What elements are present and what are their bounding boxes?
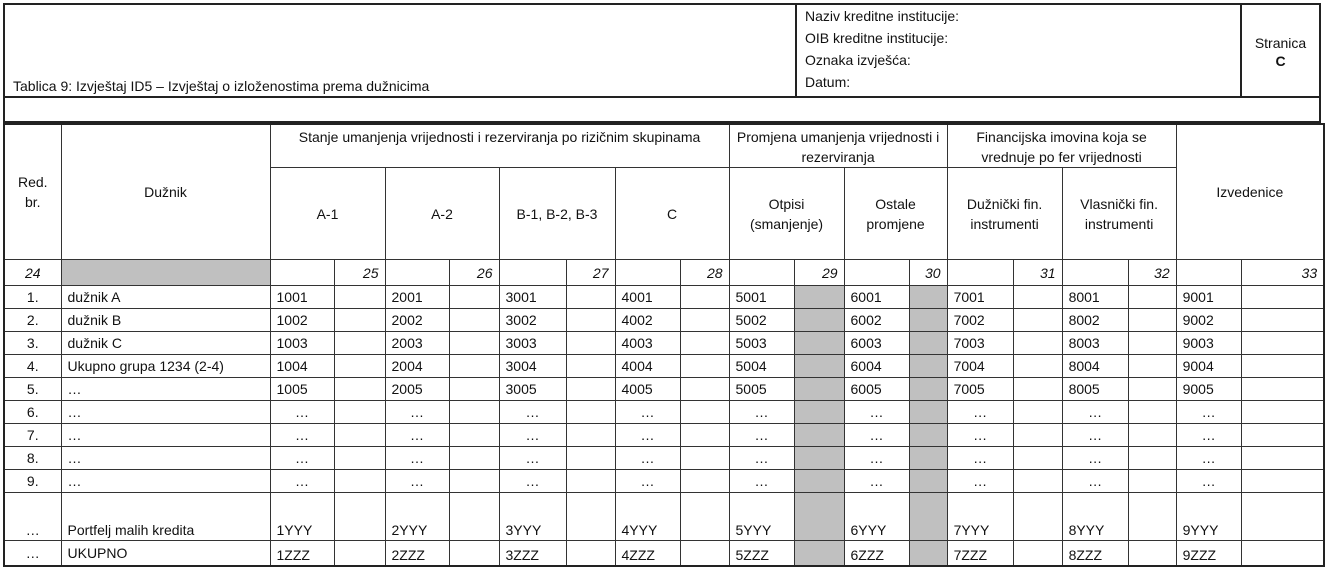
row-number: 6.	[4, 401, 61, 424]
value-cell: …	[844, 424, 909, 447]
blank-cell	[729, 260, 794, 286]
col-number: 27	[566, 260, 615, 286]
input-cell[interactable]	[1013, 541, 1062, 567]
value-cell: …	[1176, 470, 1241, 493]
value-cell: 6003	[844, 332, 909, 355]
exposure-table	[3, 123, 1325, 567]
value-cell: …	[270, 470, 334, 493]
input-cell[interactable]	[1128, 470, 1176, 493]
value-cell: 5YYY	[729, 493, 794, 541]
value-cell: …	[499, 401, 566, 424]
value-cell: 8YYY	[1062, 493, 1128, 541]
col-number: 30	[909, 260, 947, 286]
value-cell: …	[270, 401, 334, 424]
value-cell: 1001	[270, 286, 334, 309]
value-cell: …	[844, 447, 909, 470]
value-cell: …	[270, 424, 334, 447]
value-cell: 9YYY	[1176, 493, 1241, 541]
input-cell[interactable]	[566, 286, 615, 309]
input-cell[interactable]	[680, 447, 729, 470]
input-cell[interactable]	[1241, 447, 1324, 470]
input-cell[interactable]	[1013, 286, 1062, 309]
input-cell[interactable]	[449, 470, 499, 493]
input-cell[interactable]	[680, 541, 729, 567]
input-cell[interactable]	[1241, 470, 1324, 493]
input-cell[interactable]	[1013, 309, 1062, 332]
value-cell: 9004	[1176, 355, 1241, 378]
blank-cell	[1062, 260, 1128, 286]
blank-cell	[1176, 260, 1241, 286]
page-label: Stranica	[1254, 35, 1307, 51]
header-duznicki: Dužnički fin. instrumenti	[947, 168, 1062, 260]
institution-oib-label: OIB kreditne institucije:	[805, 30, 949, 46]
value-cell: 8005	[1062, 378, 1128, 401]
row-number: 1.	[4, 286, 61, 309]
value-cell: 9001	[1176, 286, 1241, 309]
input-cell[interactable]	[1128, 355, 1176, 378]
input-cell[interactable]	[334, 286, 385, 309]
input-cell[interactable]	[1128, 286, 1176, 309]
value-cell: 6005	[844, 378, 909, 401]
value-cell: 8002	[1062, 309, 1128, 332]
value-cell: 3002	[499, 309, 566, 332]
row-number: …	[4, 493, 61, 541]
value-cell: 4YYY	[615, 493, 680, 541]
input-cell[interactable]	[334, 332, 385, 355]
input-cell[interactable]	[909, 355, 947, 378]
input-cell[interactable]	[680, 470, 729, 493]
input-cell[interactable]	[566, 493, 615, 541]
input-cell[interactable]	[1128, 493, 1176, 541]
input-cell[interactable]	[1013, 401, 1062, 424]
input-cell[interactable]	[1128, 424, 1176, 447]
blank-cell	[499, 260, 566, 286]
value-cell: …	[729, 470, 794, 493]
input-cell[interactable]	[1241, 541, 1324, 567]
input-cell[interactable]	[680, 332, 729, 355]
input-cell[interactable]	[680, 424, 729, 447]
value-cell: 1002	[270, 309, 334, 332]
table-row	[4, 493, 1324, 541]
value-cell: 2005	[385, 378, 449, 401]
input-cell[interactable]	[909, 332, 947, 355]
debtor-name: …	[61, 378, 270, 401]
input-cell[interactable]	[566, 401, 615, 424]
value-cell: 1004	[270, 355, 334, 378]
value-cell: 3003	[499, 332, 566, 355]
col-number: 33	[1241, 260, 1324, 286]
input-cell[interactable]	[1013, 332, 1062, 355]
header-izvedenice: Izvedenice	[1176, 124, 1324, 260]
input-cell[interactable]	[794, 493, 844, 541]
input-cell[interactable]	[909, 378, 947, 401]
input-cell[interactable]	[334, 401, 385, 424]
input-cell[interactable]	[334, 447, 385, 470]
input-cell[interactable]	[566, 424, 615, 447]
row-number: 7.	[4, 424, 61, 447]
input-cell[interactable]	[449, 378, 499, 401]
value-cell: 1YYY	[270, 493, 334, 541]
input-cell[interactable]	[1128, 401, 1176, 424]
value-cell: …	[1176, 401, 1241, 424]
debtor-name: …	[61, 470, 270, 493]
input-cell[interactable]	[1013, 493, 1062, 541]
input-cell[interactable]	[566, 541, 615, 567]
input-cell[interactable]	[909, 541, 947, 567]
row-number: 4.	[4, 355, 61, 378]
input-cell[interactable]	[449, 541, 499, 567]
value-cell: …	[1176, 447, 1241, 470]
input-cell[interactable]	[334, 378, 385, 401]
input-cell[interactable]	[1241, 332, 1324, 355]
input-cell[interactable]	[566, 309, 615, 332]
input-cell[interactable]	[334, 470, 385, 493]
input-cell[interactable]	[680, 493, 729, 541]
value-cell: 1005	[270, 378, 334, 401]
input-cell[interactable]	[1241, 378, 1324, 401]
input-cell[interactable]	[794, 332, 844, 355]
value-cell: 2003	[385, 332, 449, 355]
value-cell: …	[499, 447, 566, 470]
value-cell: 9003	[1176, 332, 1241, 355]
value-cell: …	[615, 470, 680, 493]
value-cell: 6004	[844, 355, 909, 378]
row-number: 9.	[4, 470, 61, 493]
input-cell[interactable]	[680, 401, 729, 424]
input-cell[interactable]	[794, 541, 844, 567]
table-row	[4, 401, 1324, 424]
value-cell: …	[615, 447, 680, 470]
input-cell[interactable]	[1013, 470, 1062, 493]
value-cell: 2002	[385, 309, 449, 332]
input-cell[interactable]	[909, 401, 947, 424]
input-cell[interactable]	[334, 493, 385, 541]
value-cell: 6001	[844, 286, 909, 309]
header-c: C	[615, 168, 729, 260]
input-cell[interactable]	[334, 355, 385, 378]
debtor-name: dužnik C	[61, 332, 270, 355]
input-cell[interactable]	[1241, 309, 1324, 332]
value-cell: 7ZZZ	[947, 541, 1013, 567]
col-number: 28	[680, 260, 729, 286]
table-row	[4, 541, 1324, 567]
value-cell: …	[499, 470, 566, 493]
value-cell: 5002	[729, 309, 794, 332]
value-cell: 8004	[1062, 355, 1128, 378]
input-cell[interactable]	[1128, 447, 1176, 470]
input-cell[interactable]	[1128, 332, 1176, 355]
header-ostale: Ostale promjene	[844, 168, 947, 260]
input-cell[interactable]	[449, 447, 499, 470]
input-cell[interactable]	[566, 378, 615, 401]
header-vlasnicki: Vlasnički fin. instrumenti	[1062, 168, 1176, 260]
value-cell: 5001	[729, 286, 794, 309]
value-cell: …	[947, 424, 1013, 447]
debtor-name: Ukupno grupa 1234 (2-4)	[61, 355, 270, 378]
header-group-stanje: Stanje umanjenja vrijednosti i rezerviranja po rizičnim skupinama	[270, 124, 729, 168]
blank-cell	[615, 260, 680, 286]
input-cell[interactable]	[794, 378, 844, 401]
value-cell: 6YYY	[844, 493, 909, 541]
table-row	[4, 470, 1324, 493]
input-cell[interactable]	[566, 447, 615, 470]
table-row	[4, 378, 1324, 401]
row-number: 3.	[4, 332, 61, 355]
row-number: 5.	[4, 378, 61, 401]
input-cell[interactable]	[680, 286, 729, 309]
value-cell: …	[844, 401, 909, 424]
value-cell: …	[385, 424, 449, 447]
input-cell[interactable]	[334, 424, 385, 447]
header-duznik: Dužnik	[61, 124, 270, 260]
institution-info	[795, 5, 1240, 96]
blank-cell	[947, 260, 1013, 286]
header-group-fer: Financijska imovina koja se vrednuje po fer vrijednosti	[947, 124, 1176, 168]
value-cell: …	[844, 470, 909, 493]
input-cell[interactable]	[1128, 378, 1176, 401]
input-cell[interactable]	[334, 541, 385, 567]
input-cell[interactable]	[449, 309, 499, 332]
input-cell[interactable]	[449, 401, 499, 424]
report-code-label: Oznaka izvješća:	[805, 52, 911, 68]
value-cell: 5003	[729, 332, 794, 355]
debtor-name: UKUPNO	[61, 541, 270, 567]
value-cell: …	[1062, 401, 1128, 424]
row-number: …	[4, 541, 61, 567]
value-cell: 2001	[385, 286, 449, 309]
input-cell[interactable]	[909, 309, 947, 332]
value-cell: 5005	[729, 378, 794, 401]
report-header	[3, 3, 1321, 98]
blank-cell	[844, 260, 909, 286]
value-cell: 7001	[947, 286, 1013, 309]
table-row	[4, 355, 1324, 378]
debtor-name: dužnik B	[61, 309, 270, 332]
value-cell: 8ZZZ	[1062, 541, 1128, 567]
input-cell[interactable]	[909, 424, 947, 447]
value-cell: 4001	[615, 286, 680, 309]
value-cell: …	[729, 401, 794, 424]
input-cell[interactable]	[449, 493, 499, 541]
spacer-band	[3, 98, 1321, 123]
input-cell[interactable]	[1128, 541, 1176, 567]
header-b: B-1, B-2, B-3	[499, 168, 615, 260]
gray-cell	[61, 260, 270, 286]
input-cell[interactable]	[334, 309, 385, 332]
input-cell[interactable]	[1013, 355, 1062, 378]
col-number: 29	[794, 260, 844, 286]
value-cell: …	[947, 401, 1013, 424]
value-cell: 1003	[270, 332, 334, 355]
value-cell: …	[1062, 424, 1128, 447]
value-cell: 9005	[1176, 378, 1241, 401]
value-cell: 8003	[1062, 332, 1128, 355]
header-red-br: Red. br.	[4, 124, 61, 260]
debtor-name: Portfelj malih kredita	[61, 493, 270, 541]
value-cell: 3004	[499, 355, 566, 378]
header-group-promjena: Promjena umanjenja vrijednosti i rezerviranja	[729, 124, 947, 168]
report-title: Tablica 9: Izvještaj ID5 – Izvještaj o izloženostima prema dužnicima	[13, 78, 430, 94]
value-cell: 2YYY	[385, 493, 449, 541]
value-cell: 4003	[615, 332, 680, 355]
input-cell[interactable]	[1241, 286, 1324, 309]
input-cell[interactable]	[566, 470, 615, 493]
value-cell: …	[947, 470, 1013, 493]
value-cell: 4ZZZ	[615, 541, 680, 567]
value-cell: …	[729, 424, 794, 447]
value-cell: …	[385, 401, 449, 424]
input-cell[interactable]	[794, 470, 844, 493]
institution-name-label: Naziv kreditne institucije:	[805, 8, 960, 24]
value-cell: 3ZZZ	[499, 541, 566, 567]
input-cell[interactable]	[1013, 378, 1062, 401]
input-cell[interactable]	[680, 378, 729, 401]
input-cell[interactable]	[794, 424, 844, 447]
value-cell: 2ZZZ	[385, 541, 449, 567]
col-number: 26	[449, 260, 499, 286]
debtor-name: …	[61, 447, 270, 470]
blank-cell	[270, 260, 334, 286]
col-number: 25	[334, 260, 385, 286]
input-cell[interactable]	[1241, 424, 1324, 447]
value-cell: 4004	[615, 355, 680, 378]
input-cell[interactable]	[566, 355, 615, 378]
input-cell[interactable]	[449, 355, 499, 378]
value-cell: …	[1176, 424, 1241, 447]
blank-cell	[385, 260, 449, 286]
value-cell: …	[385, 470, 449, 493]
row-number: 2.	[4, 309, 61, 332]
value-cell: 7005	[947, 378, 1013, 401]
value-cell: …	[385, 447, 449, 470]
debtor-name: …	[61, 424, 270, 447]
value-cell: 5004	[729, 355, 794, 378]
input-cell[interactable]	[909, 493, 947, 541]
value-cell: 4002	[615, 309, 680, 332]
value-cell: …	[615, 401, 680, 424]
input-cell[interactable]	[794, 401, 844, 424]
column-number-row	[4, 260, 1324, 286]
value-cell: 9ZZZ	[1176, 541, 1241, 567]
value-cell: 7003	[947, 332, 1013, 355]
input-cell[interactable]	[566, 332, 615, 355]
input-cell[interactable]	[680, 309, 729, 332]
input-cell[interactable]	[909, 286, 947, 309]
header-otpisi: Otpisi (smanjenje)	[729, 168, 844, 260]
col-number: 31	[1013, 260, 1062, 286]
input-cell[interactable]	[449, 424, 499, 447]
col-number: 24	[4, 260, 61, 286]
input-cell[interactable]	[794, 447, 844, 470]
input-cell[interactable]	[909, 470, 947, 493]
table-row	[4, 424, 1324, 447]
row-number: 8.	[4, 447, 61, 470]
value-cell: 9002	[1176, 309, 1241, 332]
value-cell: 1ZZZ	[270, 541, 334, 567]
value-cell: …	[615, 424, 680, 447]
value-cell: 7YYY	[947, 493, 1013, 541]
value-cell: 5ZZZ	[729, 541, 794, 567]
value-cell: 3005	[499, 378, 566, 401]
input-cell[interactable]	[909, 447, 947, 470]
input-cell[interactable]	[1128, 309, 1176, 332]
debtor-name: dužnik A	[61, 286, 270, 309]
input-cell[interactable]	[449, 332, 499, 355]
header-a1: A-1	[270, 168, 385, 260]
page-box	[1240, 5, 1319, 96]
page-value: C	[1275, 53, 1286, 69]
value-cell: 7004	[947, 355, 1013, 378]
value-cell: 6002	[844, 309, 909, 332]
input-cell[interactable]	[794, 309, 844, 332]
debtor-name: …	[61, 401, 270, 424]
table-row	[4, 286, 1324, 309]
table-row	[4, 309, 1324, 332]
value-cell: …	[499, 424, 566, 447]
value-cell: 3001	[499, 286, 566, 309]
input-cell[interactable]	[1241, 401, 1324, 424]
input-cell[interactable]	[1241, 355, 1324, 378]
table-row	[4, 447, 1324, 470]
input-cell[interactable]	[680, 355, 729, 378]
value-cell: …	[947, 447, 1013, 470]
value-cell: 2004	[385, 355, 449, 378]
date-label: Datum:	[805, 74, 851, 90]
table-row	[4, 332, 1324, 355]
input-cell[interactable]	[794, 286, 844, 309]
value-cell: 8001	[1062, 286, 1128, 309]
value-cell: 7002	[947, 309, 1013, 332]
input-cell[interactable]	[794, 355, 844, 378]
value-cell: …	[1062, 470, 1128, 493]
value-cell: 6ZZZ	[844, 541, 909, 567]
input-cell[interactable]	[1013, 447, 1062, 470]
value-cell: 3YYY	[499, 493, 566, 541]
header-a2: A-2	[385, 168, 499, 260]
input-cell[interactable]	[1241, 493, 1324, 541]
col-number: 32	[1128, 260, 1176, 286]
value-cell: …	[729, 447, 794, 470]
value-cell: 4005	[615, 378, 680, 401]
value-cell: …	[270, 447, 334, 470]
input-cell[interactable]	[1013, 424, 1062, 447]
value-cell: …	[1062, 447, 1128, 470]
input-cell[interactable]	[449, 286, 499, 309]
